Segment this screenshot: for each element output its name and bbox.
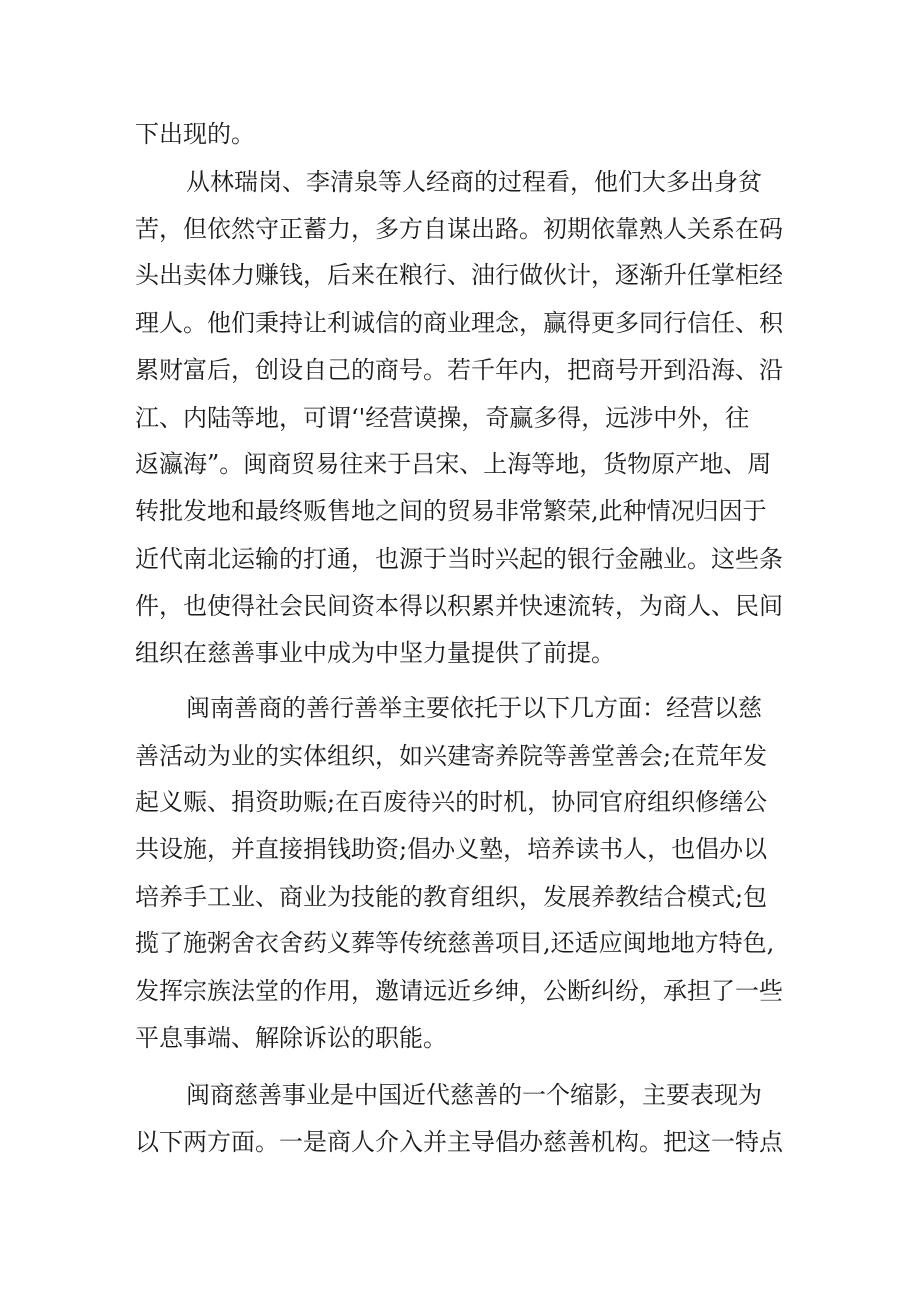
text-line (0, 300, 920, 346)
text-line (0, 536, 920, 582)
line-text: 累财富后，创设自己的商号。若千年内，把商号开到沿海、沿 (135, 356, 783, 384)
line-text: 闽南善商的善行善举主要依托于以下几方面：经营以慈 (186, 694, 762, 722)
line-text: 平息事端、解除诉讼的职能。 (135, 1024, 447, 1052)
line-text: 发挥宗族法堂的作用，邀请远近乡绅，公断纠纷，承担了一些 (135, 977, 783, 1005)
line-text: 组织在慈善事业中成为中坚力量提供了前提。 (135, 639, 615, 667)
line-text: 下出现的。 (135, 120, 255, 148)
text-line (0, 583, 920, 629)
line-text: 江、内陆等地，可谓‘'经营谟操，奇赢多得，远涉中外，往 (135, 404, 750, 432)
text-line (0, 347, 920, 393)
line-text: 返瀛海”。闽商贸易往来于吕宋、上海等地，货物原产地、周 (135, 450, 772, 478)
line-text: 头出卖体力赚钱，后来在粮行、油行做伙计，逐渐升任掌柜经 (135, 261, 783, 289)
line-text: 苦，但依然守正蓄力，多方自谋出路。初期依靠熟人关系在码 (135, 215, 783, 243)
text-line (0, 488, 920, 534)
text-line (0, 968, 920, 1014)
line-text: 理人。他们秉持让利诚信的商业理念，赢得更多同行信任、积 (135, 309, 783, 337)
text-line (0, 630, 920, 676)
text-line (0, 252, 920, 298)
text-line (0, 395, 920, 441)
line-text: 揽了施粥舍衣舍药义葬等传统慈善项目,还适应闽地地方特色, (135, 929, 775, 957)
text-line (0, 441, 920, 487)
line-text: 近代南北运输的打通，也源于当时兴起的银行金融业。这些条 (135, 545, 783, 573)
line-text: 善活动为业的实体组织，如兴建寄养院等善堂善会;在荒年发 (135, 742, 768, 770)
text-line (0, 1015, 920, 1061)
text-line (0, 1072, 920, 1118)
text-line (0, 159, 920, 205)
text-line (0, 685, 920, 731)
line-text: 培养手工业、商业为技能的教育组织，发展养教结合模式;包 (135, 883, 768, 911)
text-line (0, 1119, 920, 1165)
text-line (0, 733, 920, 779)
line-text: 从林瑞岗、李清泉等人经商的过程看，他们大多出身贫 (186, 168, 762, 196)
line-text: 转批发地和最终贩售地之间的贸易非常繁荣,此种情况归因于 (135, 497, 767, 525)
line-text: 共设施，并直接捐钱助资;倡办义塾，培养读书人，也倡办以 (135, 835, 768, 863)
text-line (0, 111, 920, 157)
text-line (0, 206, 920, 252)
text-line (0, 779, 920, 825)
line-text: 件，也使得社会民间资本得以积累并快速流转，为商人、民间 (135, 592, 783, 620)
text-line (0, 920, 920, 966)
line-text: 以下两方面。一是商人介入并主导倡办慈善机构。把这一特点 (135, 1128, 783, 1156)
text-line (0, 826, 920, 872)
line-text: 起义赈、捐资助赈;在百废待兴的时机，协同官府组织修缮公 (135, 788, 768, 816)
text-line (0, 874, 920, 920)
line-text: 闽商慈善事业是中国近代慈善的一个缩影，主要表现为 (186, 1081, 762, 1109)
